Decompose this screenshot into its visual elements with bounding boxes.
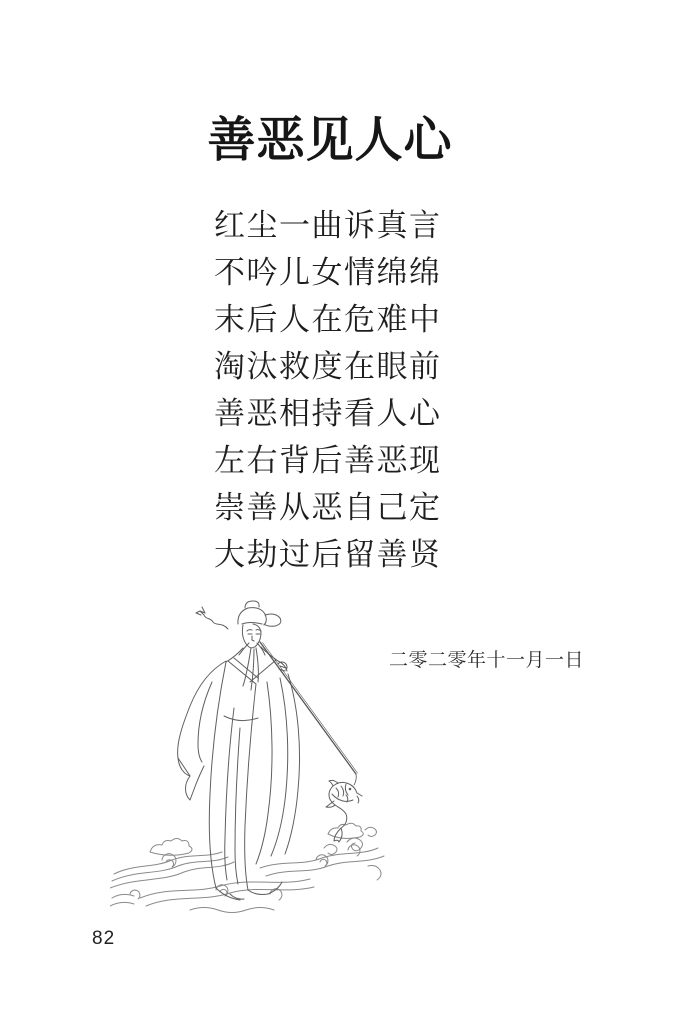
sage-fishing-illustration xyxy=(110,598,390,920)
fishing-rod-icon xyxy=(260,642,358,785)
page-number: 82 xyxy=(92,928,116,949)
poem-line: 淘汰救度在眼前 xyxy=(214,349,442,385)
poem-date: 二零二零年十一月一日 xyxy=(389,649,585,671)
poem-line: 不吟儿女情绵绵 xyxy=(214,255,442,291)
sage-figure-icon xyxy=(178,601,300,900)
poem-line: 崇善从恶自己定 xyxy=(214,490,442,526)
poem-line: 大劫过后留善贤 xyxy=(214,537,442,573)
poem-line: 红尘一曲诉真言 xyxy=(214,208,442,244)
waves-icon xyxy=(110,823,384,912)
leaping-carp-icon xyxy=(326,780,362,842)
poem-line: 左右背后善恶现 xyxy=(214,443,442,479)
poem-line: 末后人在危难中 xyxy=(214,302,442,338)
poem-line: 善恶相持看人心 xyxy=(214,396,442,432)
poem-title: 善恶见人心 xyxy=(207,112,453,168)
poem-body xyxy=(214,203,442,579)
